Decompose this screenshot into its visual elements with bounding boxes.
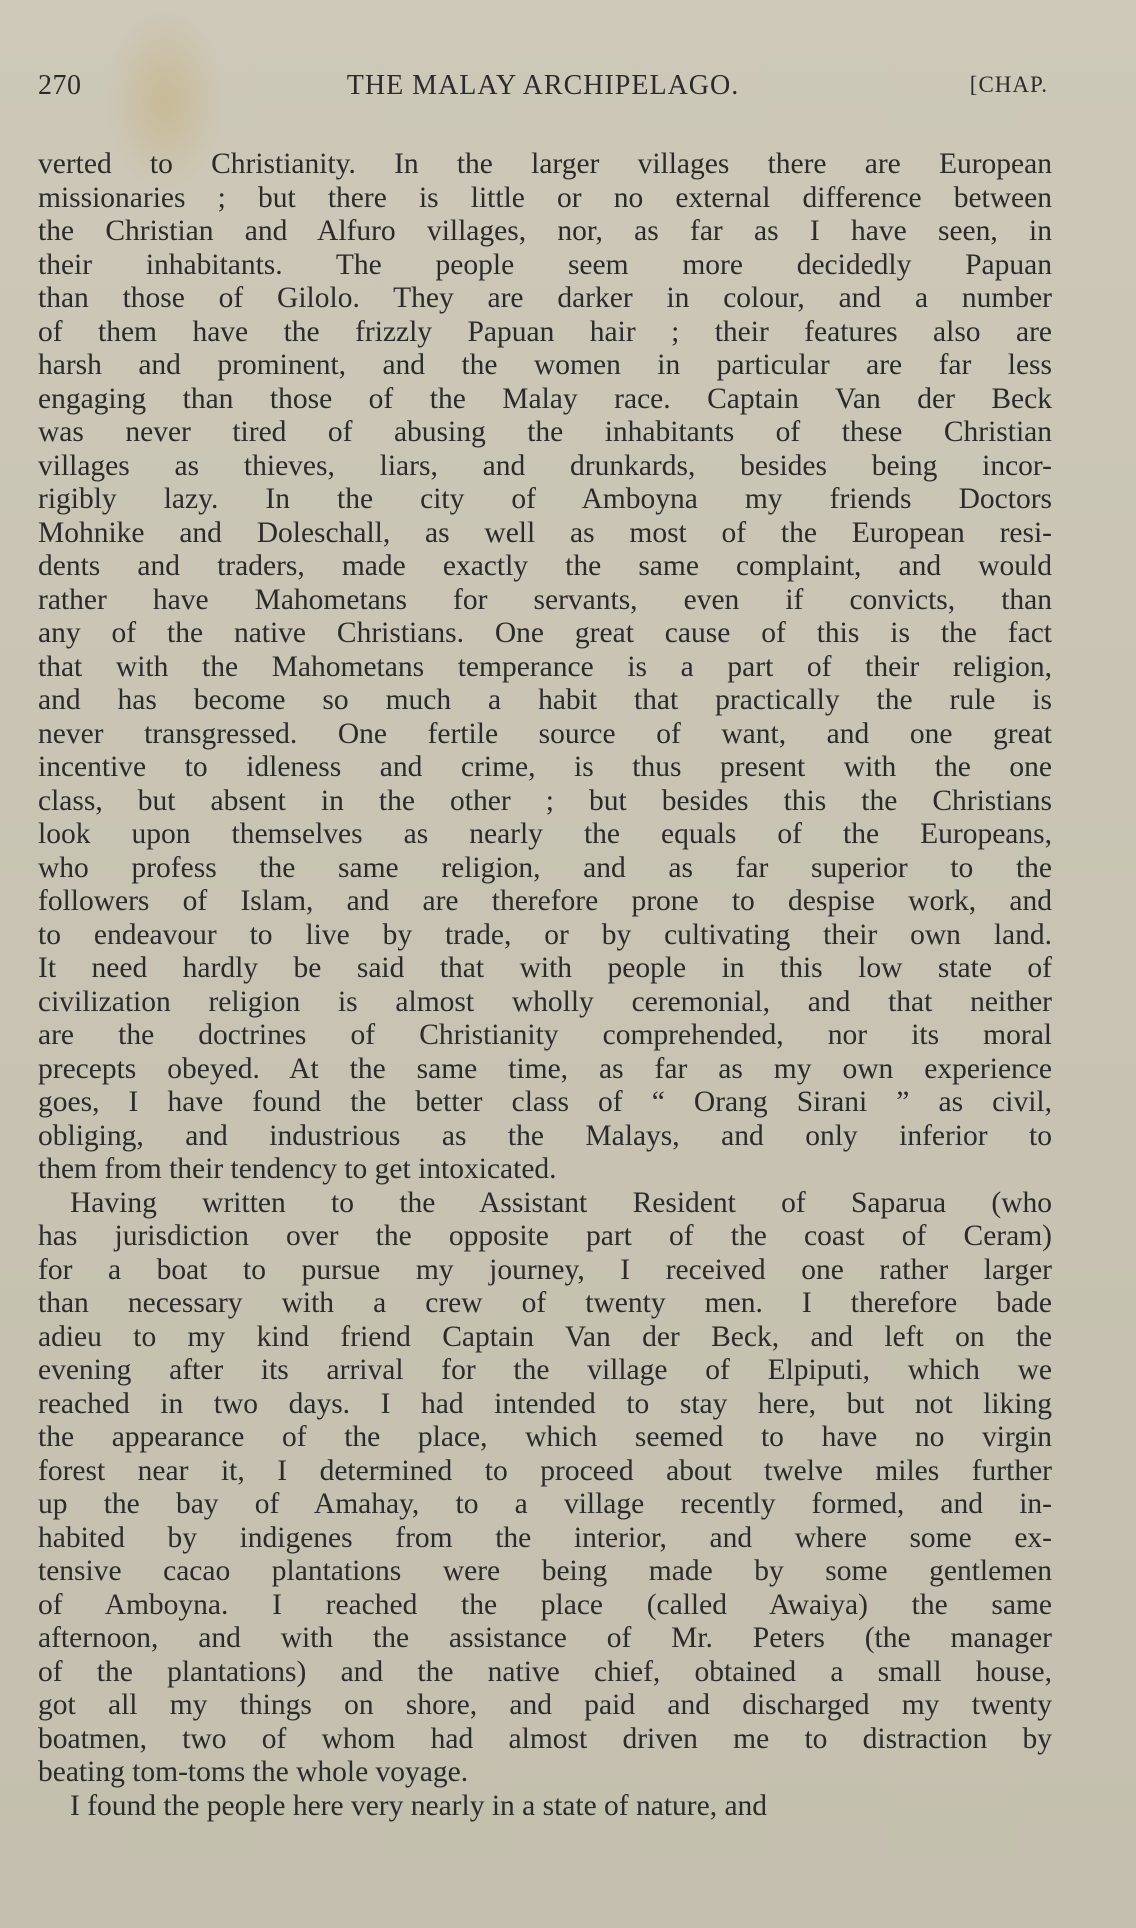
text-line: never transgressed. One fertile source of want, and one great [38, 717, 1052, 750]
text-line: up the bay of Amahay, to a village recently formed, and in- [38, 1488, 1052, 1520]
text-line: got all my things on shore, and paid and discharged my twenty [38, 1689, 1052, 1721]
text-line: class, but absent in the other ; but besides this the Christians [38, 784, 1052, 817]
text-line: has jurisdiction over the opposite part of the coast of Ceram) [38, 1220, 1052, 1252]
text-line: afternoon, and with the assistance of Mr. Peters (the manager [38, 1622, 1052, 1654]
text-line: I found the people here very nearly in a state of nature, and [70, 1789, 768, 1822]
text-line: than necessary with a crew of twenty men. I therefore bade [38, 1287, 1052, 1319]
running-title: THE MALAY ARCHIPELAGO. [346, 70, 740, 101]
page-number: 270 [38, 70, 82, 101]
text-line: evening after its arrival for the village of Elpiputi, which we [38, 1354, 1052, 1386]
running-head [38, 70, 1048, 110]
text-line: habited by indigenes from the interior, and where some ex- [38, 1521, 1052, 1554]
text-line: dents and traders, made exactly the same complaint, and would [38, 550, 1052, 582]
text-line: civilization religion is almost wholly ceremonial, and that neither [38, 985, 1052, 1018]
text-line: obliging, and industrious as the Malays, and only inferior to [38, 1119, 1052, 1152]
text-line: any of the native Christians. One great cause of this is the fact [38, 617, 1052, 649]
text-line: tensive cacao plantations were being made by some gentlemen [38, 1555, 1052, 1587]
text-line: incentive to idleness and crime, is thus present with the one [38, 751, 1052, 783]
text-line: harsh and prominent, and the women in particular are far less [38, 349, 1052, 381]
text-line: Mohnike and Doleschall, as well as most of the European resi- [38, 516, 1052, 549]
body-text [38, 148, 1052, 1823]
text-line: them from their tendency to get intoxicated. [38, 1153, 557, 1185]
text-line: missionaries ; but there is little or no external difference between [38, 181, 1052, 214]
text-line: the Christian and Alfuro villages, nor, as far as I have seen, in [38, 215, 1052, 247]
text-line: was never tired of abusing the inhabitants of these Christian [38, 416, 1052, 448]
text-line: that with the Mahometans temperance is a part of their religion, [38, 650, 1052, 683]
text-line: rather have Mahometans for servants, even if convicts, than [38, 583, 1052, 616]
text-line: to endeavour to live by trade, or by cultivating their own land. [38, 918, 1052, 951]
text-line: It need hardly be said that with people in this low state of [38, 952, 1052, 984]
text-line: than those of Gilolo. They are darker in colour, and a number [38, 282, 1052, 314]
text-line: who profess the same religion, and as far superior to the [38, 851, 1052, 884]
text-line: Having written to the Assistant Resident of Saparua (who [70, 1186, 1052, 1219]
text-line: rigibly lazy. In the city of Amboyna my friends Doctors [38, 483, 1052, 515]
text-line: forest near it, I determined to proceed about twelve miles further [38, 1454, 1052, 1487]
text-line: of them have the frizzly Papuan hair ; their features also are [38, 315, 1052, 348]
text-line: followers of Islam, and are therefore prone to despise work, and [38, 885, 1052, 917]
text-line: beating tom-toms the whole voyage. [38, 1756, 469, 1788]
text-line: are the doctrines of Christianity comprehended, nor its moral [38, 1019, 1052, 1051]
text-line: boatmen, two of whom had almost driven me to distraction by [38, 1722, 1052, 1755]
text-line: goes, I have found the better class of “ Orang Sirani ” as civil, [38, 1086, 1052, 1118]
chapter-marker: [CHAP. [969, 72, 1048, 97]
text-line: adieu to my kind friend Captain Van der Beck, and left on the [38, 1320, 1052, 1353]
text-line: of Amboyna. I reached the place (called Awaiya) the same [38, 1588, 1052, 1621]
text-line: look upon themselves as nearly the equals of the Europeans, [38, 818, 1052, 850]
text-line: verted to Christianity. In the larger villages there are European [38, 148, 1052, 180]
text-line: precepts obeyed. At the same time, as far as my own experience [38, 1052, 1052, 1085]
text-line: reached in two days. I had intended to stay here, but not liking [38, 1387, 1052, 1420]
text-line: and has become so much a habit that practically the rule is [38, 684, 1052, 716]
text-line: of the plantations) and the native chief, obtained a small house, [38, 1655, 1052, 1688]
text-line: the appearance of the place, which seemed to have no virgin [38, 1421, 1052, 1453]
text-line: villages as thieves, liars, and drunkards, besides being incor- [38, 449, 1052, 482]
text-line: their inhabitants. The people seem more decidedly Papuan [38, 248, 1052, 281]
text-line: engaging than those of the Malay race. Captain Van der Beck [38, 382, 1052, 415]
text-line: for a boat to pursue my journey, I received one rather larger [38, 1253, 1052, 1286]
